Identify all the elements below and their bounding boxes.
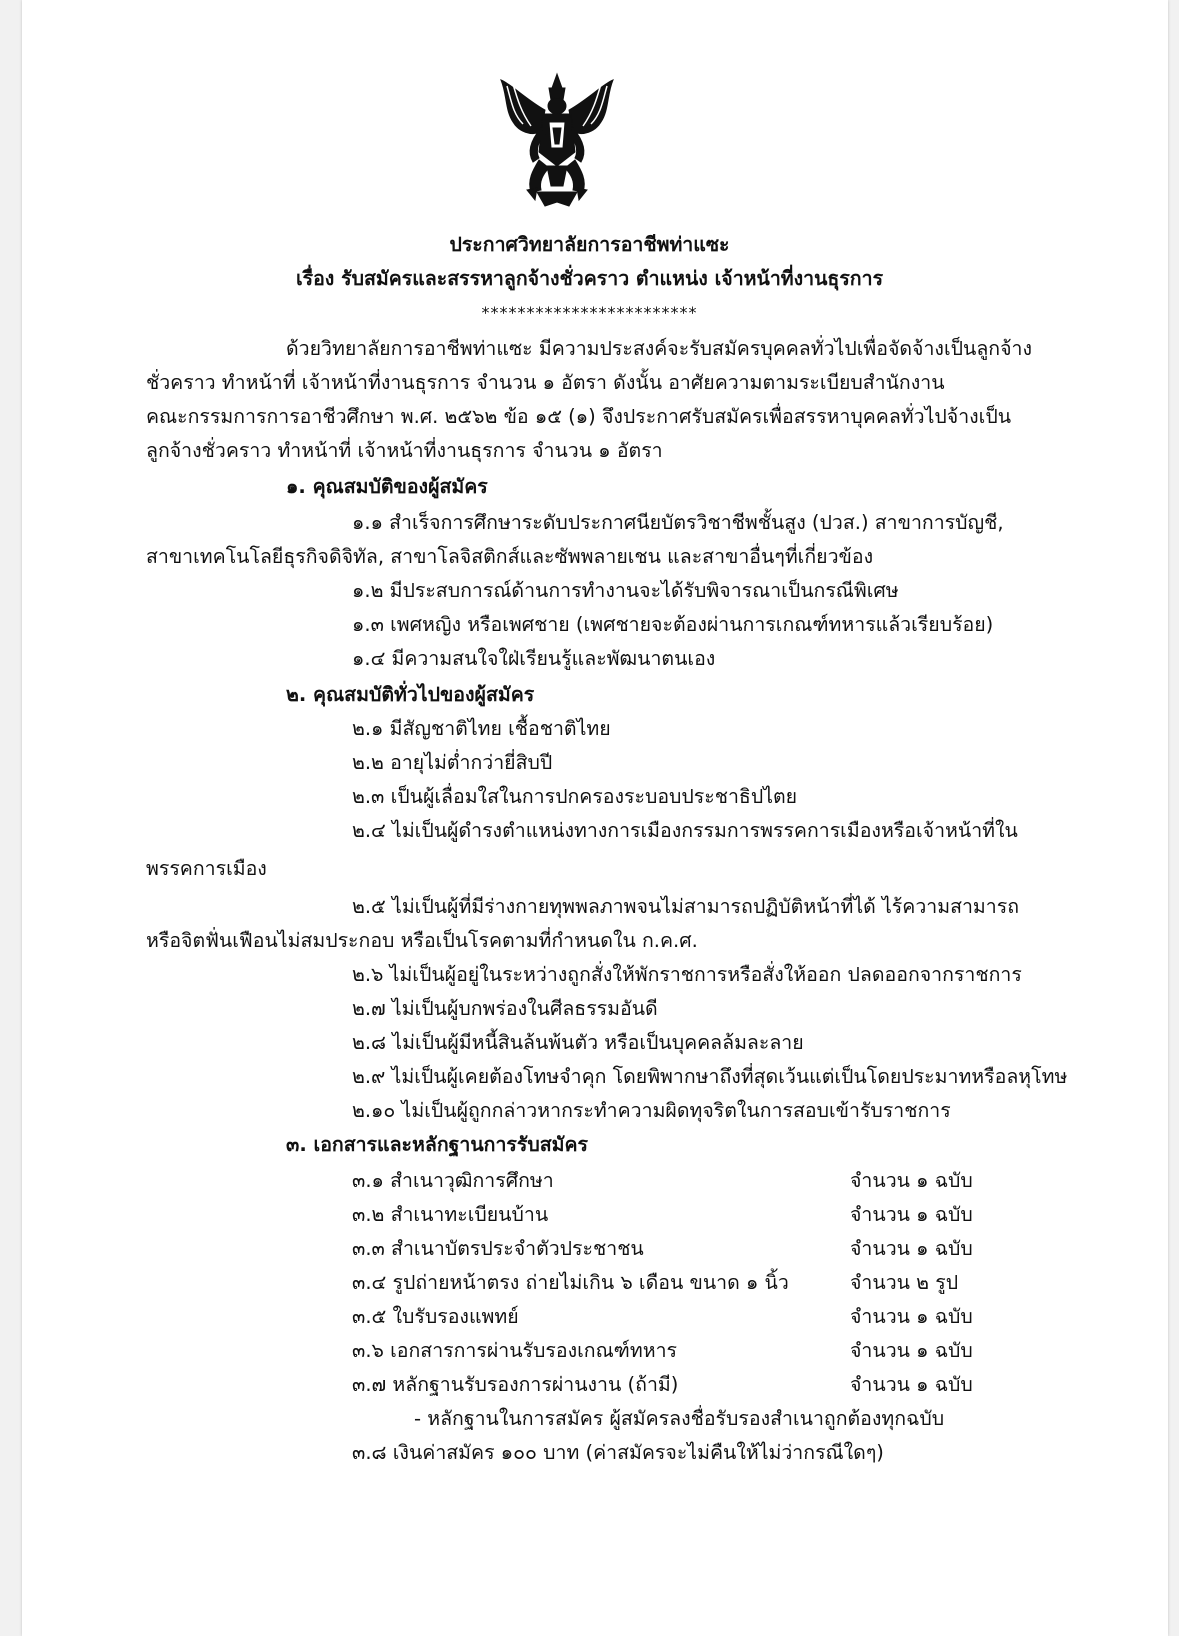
- doc-item-label: ๓.๓ สำเนาบัตรประจำตัวประชาชน: [352, 1237, 644, 1260]
- item-2-5-line-2: หรือจิตฟั่นเฟือนไม่สมประกอบ หรือเป็นโรคตามที่กำหนดใน ก.ค.ศ.: [146, 929, 698, 952]
- doc-item-label: ๓.๗ หลักฐานรับรองการผ่านงาน (ถ้ามี): [352, 1373, 679, 1396]
- item-2-1: ๒.๑ มีสัญชาติไทย เชื้อชาติไทย: [352, 717, 611, 740]
- item-2-5-line-1: ๒.๕ ไม่เป็นผู้ที่มีร่างกายทุพพลภาพจนไม่สามารถปฏิบัติหน้าที่ได้ ไร้ความสามารถ: [352, 895, 1020, 918]
- doc-item-label: ๓.๔ รูปถ่ายหน้าตรง ถ่ายไม่เกิน ๖ เดือน ขนาด ๑ นิ้ว: [352, 1271, 789, 1294]
- item-2-4-line-1: ๒.๔ ไม่เป็นผู้ดำรงตำแหน่งทางการเมืองกรรมการพรรคการเมืองหรือเจ้าหน้าที่ใน: [352, 819, 1018, 842]
- item-1-1-line-1: ๑.๑ สำเร็จการศึกษาระดับประกาศนียบัตรวิชาชีพชั้นสูง (ปวส.) สาขาการบัญชี,: [352, 511, 1004, 534]
- garuda-emblem-icon: [497, 70, 617, 210]
- doc-item-amount: จำนวน ๑ ฉบับ: [850, 1169, 973, 1192]
- doc-item-label: ๓.๒ สำเนาทะเบียนบ้าน: [352, 1203, 549, 1226]
- intro-line-4: ลูกจ้างชั่วคราว ทำหน้าที่ เจ้าหน้าที่งานธุรการ จำนวน ๑ อัตรา: [146, 439, 663, 462]
- doc-item-label: ๓.๕ ใบรับรองแพทย์: [352, 1305, 519, 1328]
- doc-item-label: ๓.๑ สำเนาวุฒิการศึกษา: [352, 1169, 554, 1192]
- item-2-4-line-2: พรรคการเมือง: [146, 857, 267, 880]
- item-2-2: ๒.๒ อายุไม่ต่ำกว่ายี่สิบปี: [352, 751, 553, 774]
- item-2-3: ๒.๓ เป็นผู้เลื่อมใสในการปกครองระบอบประชาธิปไตย: [352, 785, 798, 808]
- intro-line-3: คณะกรรมการการอาชีวศึกษา พ.ศ. ๒๕๖๒ ข้อ ๑๕ (๑) จึงประกาศรับสมัครเพื่อสรรหาบุคคลทั่วไปจ้างเป็น: [146, 405, 1012, 428]
- section-2-heading: ๒. คุณสมบัติทั่วไปของผู้สมัคร: [286, 683, 535, 706]
- item-2-10: ๒.๑๐ ไม่เป็นผู้ถูกกล่าวหากระทำความผิดทุจริตในการสอบเข้ารับราชการ: [352, 1099, 951, 1122]
- doc-item-amount: จำนวน ๒ รูป: [850, 1271, 959, 1294]
- doc-item-amount: จำนวน ๑ ฉบับ: [850, 1305, 973, 1328]
- item-1-4: ๑.๔ มีความสนใจใฝ่เรียนรู้และพัฒนาตนเอง: [352, 647, 716, 670]
- doc-item-amount: จำนวน ๑ ฉบับ: [850, 1373, 973, 1396]
- doc-item-amount: จำนวน ๑ ฉบับ: [850, 1237, 973, 1260]
- section-3-heading: ๓. เอกสารและหลักฐานการรับสมัคร: [286, 1133, 589, 1156]
- announcement-subject: เรื่อง รับสมัครและสรรหาลูกจ้างชั่วคราว ตำแหน่ง เจ้าหน้าที่งานธุรการ: [295, 267, 884, 290]
- item-1-1-line-2: สาขาเทคโนโลยีธุรกิจดิจิทัล, สาขาโลจิสติกส์และซัพพลายเชน และสาขาอื่นๆที่เกี่ยวข้อง: [146, 545, 874, 568]
- item-1-2: ๑.๒ มีประสบการณ์ด้านการทำงานจะได้รับพิจารณาเป็นกรณีพิเศษ: [352, 579, 899, 602]
- item-2-6: ๒.๖ ไม่เป็นผู้อยู่ในระหว่างถูกสั่งให้พักราชการหรือสั่งให้ออก ปลดออกจากราชการ: [352, 963, 1022, 986]
- doc-item-amount: จำนวน ๑ ฉบับ: [850, 1203, 973, 1226]
- title-separator: ************************: [481, 303, 698, 322]
- item-2-7: ๒.๗ ไม่เป็นผู้บกพร่องในศีลธรรมอันดี: [352, 997, 658, 1020]
- section-1-heading: ๑. คุณสมบัติของผู้สมัคร: [286, 475, 488, 498]
- doc-item-amount: จำนวน ๑ ฉบับ: [850, 1339, 973, 1362]
- announcement-title: ประกาศวิทยาลัยการอาชีพท่าแซะ: [449, 233, 730, 256]
- item-3-8: ๓.๘ เงินค่าสมัคร ๑๐๐ บาท (ค่าสมัครจะไม่คืนให้ไม่ว่ากรณีใดๆ): [352, 1441, 884, 1464]
- item-2-8: ๒.๘ ไม่เป็นผู้มีหนี้สินล้นพ้นตัว หรือเป็นบุคคลล้มละลาย: [352, 1031, 804, 1054]
- intro-line-1: ด้วยวิทยาลัยการอาชีพท่าแซะ มีความประสงค์จะรับสมัครบุคคลทั่วไปเพื่อจัดจ้างเป็นลูกจ้าง: [286, 337, 1032, 360]
- documents-note: - หลักฐานในการสมัคร ผู้สมัครลงชื่อรับรองสำเนาถูกต้องทุกฉบับ: [414, 1407, 945, 1430]
- item-1-3: ๑.๓ เพศหญิง หรือเพศชาย (เพศชายจะต้องผ่านการเกณฑ์ทหารแล้วเรียบร้อย): [352, 613, 994, 636]
- item-2-9: ๒.๙ ไม่เป็นผู้เคยต้องโทษจำคุก โดยพิพากษาถึงที่สุดเว้นแต่เป็นโดยประมาทหรือลหุโทษ: [352, 1065, 1068, 1088]
- intro-line-2: ชั่วคราว ทำหน้าที่ เจ้าหน้าที่งานธุรการ จำนวน ๑ อัตรา ดังนั้น อาศัยความตามระเบียบสำนักงาน: [146, 371, 945, 394]
- doc-item-label: ๓.๖ เอกสารการผ่านรับรองเกณฑ์ทหาร: [352, 1339, 677, 1362]
